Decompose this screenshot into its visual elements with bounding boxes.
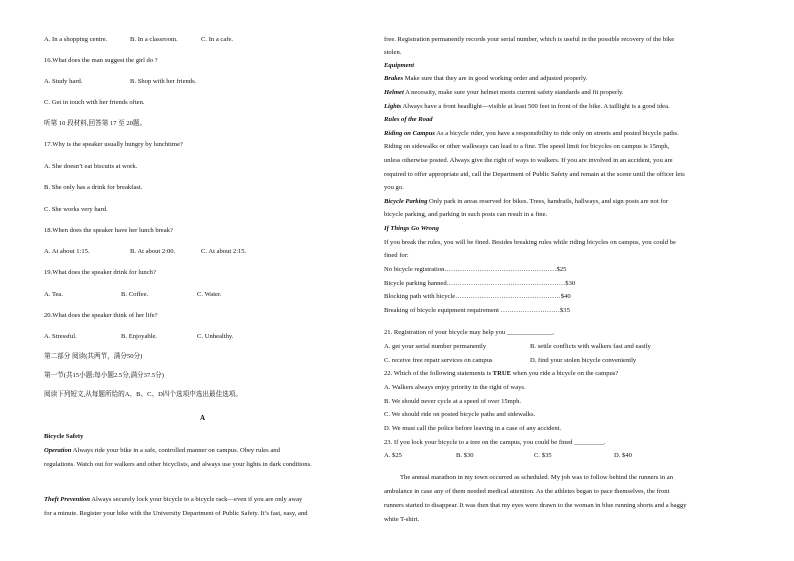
campus-heading: Riding on Campus [384, 130, 435, 137]
question-21: 21. Registration of your bicycle may help you ______________. [384, 329, 555, 336]
helmet-line: Helmet A necessity, make sure your helmet meets current safety standards and fit properly. [384, 89, 624, 96]
fine-item: Bicycle parking banned………………………………………………$30 [384, 280, 576, 287]
campus-line-1: Riding on Campus As a bicycle rider, you have a responsibility to ride only on streets and posted bicycle paths. [384, 130, 679, 137]
lights-heading: Lights [384, 103, 402, 110]
section-heading: 听第 10 段材料,回答第 17 至 20题。 [44, 120, 147, 127]
option-c: C. Unhealthy. [197, 333, 234, 340]
passage-b-line-4: white T-shirt. [384, 516, 420, 523]
theft-line-3: free. Registration permanently records your serial number, which is useful in the possible recovery of the bike [384, 36, 675, 43]
option-a: A. Tea. [44, 291, 64, 298]
brakes-heading: Brakes [384, 75, 404, 82]
q20-options [44, 333, 234, 341]
q16-options [44, 78, 197, 86]
campus-line-5: you go. [384, 184, 404, 191]
option-c: C. At about 2:15. [201, 248, 247, 255]
wrong-heading: If Things Go Wrong [384, 225, 439, 232]
part-heading: 第二部分 阅读(共两节，满分50分) [44, 353, 143, 360]
theft-line-2: for a minute. Register your bike with the University Department of Public Safety. It’s fast, easy, and [44, 510, 308, 517]
question-23: 23. If you lock your bicycle to a tree on the campus, you could be fined _________. [384, 439, 606, 446]
option-b: B. settle conflicts with walkers fast and easily [530, 343, 651, 350]
q23-options [384, 452, 632, 460]
option-b: B. Coffee. [121, 291, 149, 298]
lights-line: Lights Always have a front headlight—visible at least 500 feet in front of the bike. A taillight is a good idea. [384, 103, 670, 110]
option-a: A. In a shopping centre. [44, 36, 108, 43]
emphasis: TRUE [492, 370, 511, 377]
option-c: C. $35 [534, 452, 552, 459]
option-c: C. Water. [197, 291, 222, 298]
operation-paragraph: Operation Always ride your bike in a safe, controlled manner on campus. Obey rules and [44, 447, 280, 454]
q21-options-ab [384, 343, 651, 351]
option-c: C. She works very hard. [44, 206, 108, 213]
option-c: C. Get in touch with her friends often. [44, 99, 145, 106]
campus-line-3: unless otherwise posted. Always give the right of ways to walkers. If you are involved in an accident, you are [384, 157, 673, 164]
question-16: 16.What does the man suggest the girl do ? [44, 57, 158, 64]
option-b: B. At about 2:00. [130, 248, 176, 255]
option-d: D. $40 [614, 452, 632, 459]
passage-title: Bicycle Safety [44, 433, 84, 440]
option-c: C. receive free repair services on campus [384, 357, 493, 364]
option-a: A. Stressful. [44, 333, 77, 340]
campus-line-4: required to offer appropriate aid, call the Department of Public Safety and remain at the scene until the officer lets [384, 171, 685, 178]
campus-line-2: Riding on sidewalks or other walkways can lead to a fine. The speed limit for bicycles on campus is 15mph, [384, 143, 670, 150]
operation-line-2: regulations. Watch out for walkers and other bicyclists, and always use your lights in dark conditions. [44, 461, 312, 468]
question-22: 22. Which of the following statements is TRUE when you ride a bicycle on the campus? [384, 370, 619, 377]
option-b: B. In a classroom. [130, 36, 178, 43]
option-a: A. get your serial number permanently [384, 343, 487, 350]
fines-line-1: If you break the rules, you will be fined. Besides breaking rules while riding bicycles on campus, you could be [384, 239, 676, 246]
option-d: D. We must call the police before leaving in a case of any accident. [384, 425, 562, 432]
question-18: 18.When does the speaker have her lunch break? [44, 227, 173, 234]
passage-b-line-2: ambulance in case any of them needed medical attention. As the athletes began to pace themselves, the front [384, 488, 670, 495]
q15-options [44, 36, 234, 44]
helmet-heading: Helmet [384, 89, 404, 96]
q19-options [44, 291, 222, 299]
parking-line-1: Bicycle Parking Only park in areas reserved for bikes. Trees, handrails, hallways, and sign posts are not for [384, 198, 669, 205]
parking-heading: Bicycle Parking [384, 198, 428, 205]
fine-item: Breaking of bicycle equipment requirement ………………………$35 [384, 307, 570, 314]
option-b: B. Enjoyable. [121, 333, 158, 340]
option-a: A. At about 1:15. [44, 248, 90, 255]
passage-letter: A [200, 414, 206, 422]
question-17: 17.Why is the speaker usually hungry by lunchtime? [44, 141, 183, 148]
instruction: 阅读下列短文,从每题所给的A、B、C、D四个选项中选出最佳选项。 [44, 391, 242, 398]
option-d: D. find your stolen bicycle conveniently [530, 357, 637, 364]
q21-options-cd [384, 357, 637, 365]
option-a: A. $25 [384, 452, 402, 459]
fine-item: No bicycle registration……………………………………………$25 [384, 266, 567, 273]
option-b: B. Shop with her friends. [130, 78, 197, 85]
option-b: B. We should never cycle at a speed of over 15mph. [384, 398, 522, 405]
option-c: C. We should ride on posted bicycle paths and sidewalks. [384, 411, 536, 418]
passage-b-line-3: runners started to disappear. It was then that my eyes were drawn to the woman in blue running shorts and a baggy [384, 502, 687, 509]
option-c: C. In a cafe. [201, 36, 234, 43]
option-a: A. Study hard. [44, 78, 83, 85]
section-heading: 第一节(共15小题;每小题2.5分,满分37.5分) [44, 372, 164, 379]
theft-line-4: stolen. [384, 49, 402, 56]
theft-paragraph: Theft Prevention Always securely lock your bicycle to a bicycle rack—even if you are only away [44, 496, 303, 503]
question-19: 19.What does the speaker drink for lunch? [44, 269, 156, 276]
fine-item: Blocking path with bicycle…………………………………………$40 [384, 293, 571, 300]
question-20: 20.What does the speaker think of her life? [44, 312, 158, 319]
theft-heading: Theft Prevention [44, 496, 90, 503]
rules-heading: Rules of the Road [384, 116, 433, 123]
option-b: B. $30 [456, 452, 474, 459]
fines-line-2: fined for: [384, 252, 409, 259]
option-a: A. She doesn’t eat biscuits at work. [44, 163, 138, 170]
brakes-line: Brakes Make sure that they are in good working order and adjusted properly. [384, 75, 588, 82]
passage-b-line-1: The annual marathon in my town occurred as scheduled. My job was to follow behind the runners in an [400, 474, 674, 481]
q18-options [44, 248, 247, 256]
equipment-heading: Equipment [384, 62, 415, 69]
parking-line-2: bicycle parking, and parking in such posts can result in a fine. [384, 211, 548, 218]
option-b: B. She only has a drink for breakfast. [44, 184, 143, 191]
operation-heading: Operation [44, 447, 72, 454]
option-a: A. Walkers always enjoy priority in the right of ways. [384, 384, 526, 391]
